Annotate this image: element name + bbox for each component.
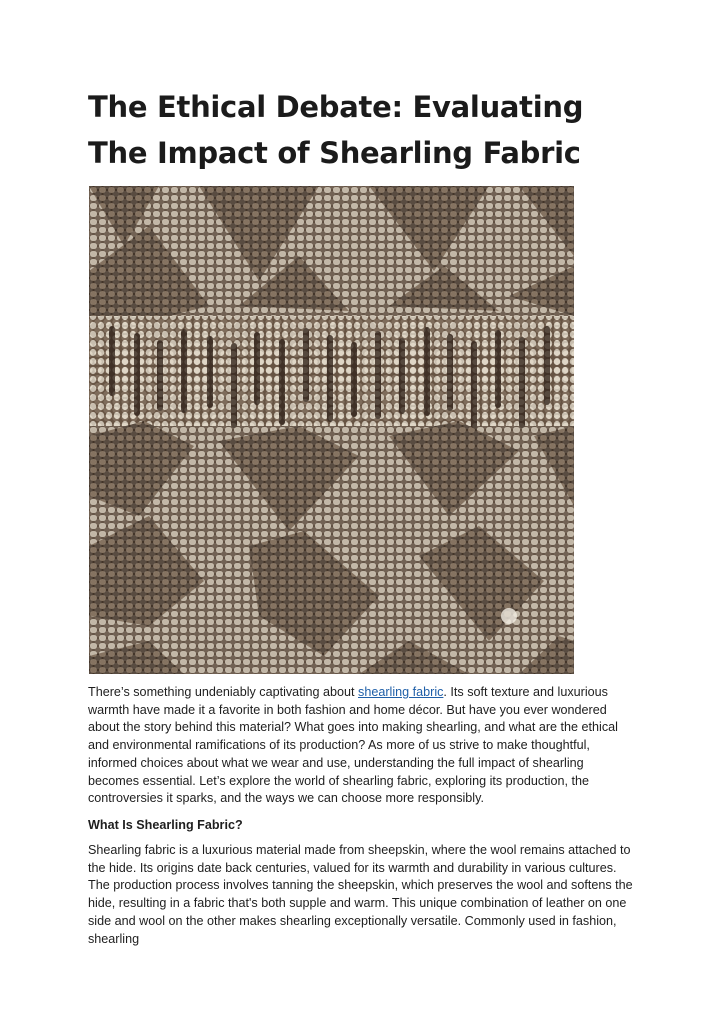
shearling-fabric-link[interactable]: shearling fabric [358, 685, 444, 699]
page-title: The Ethical Debate: Evaluating The Impact of Shearling Fabric [88, 90, 584, 170]
section-heading: What Is Shearling Fabric? [88, 818, 243, 832]
intro-text-end: . Its soft texture and luxurious warmth have made it a favorite in both fashion and home décor. But have you ever wondered about the story behind this material? What goes into making shearling, and what are the ethical and environmental ramifications of its production? As more of us strive to make thoughtful, informed choices about what we wear and use, understanding the full impact of shearling becomes essential. Let’s explore the world of shearling fabric, exploring its production, the controversies it sparks, and the ways we can choose more responsibly. [88, 685, 618, 806]
intro-paragraph [88, 684, 636, 808]
snakeskin-texture-image [89, 186, 574, 674]
section-paragraph: Shearling fabric is a luxurious material made from sheepskin, where the wool remains attached to the hide. Its origins date back centuries, valued for its warmth and durability in various cultures. The production process involves tanning the sheepskin, which preserves the wool and softens the hide, resulting in a fabric that's both supple and warm. This unique combination of leather on one side and wool on the other makes shearling exceptionally versatile. Commonly used in fashion, shearling [88, 843, 633, 946]
intro-text-start: There’s something undeniably captivating about [88, 685, 359, 699]
